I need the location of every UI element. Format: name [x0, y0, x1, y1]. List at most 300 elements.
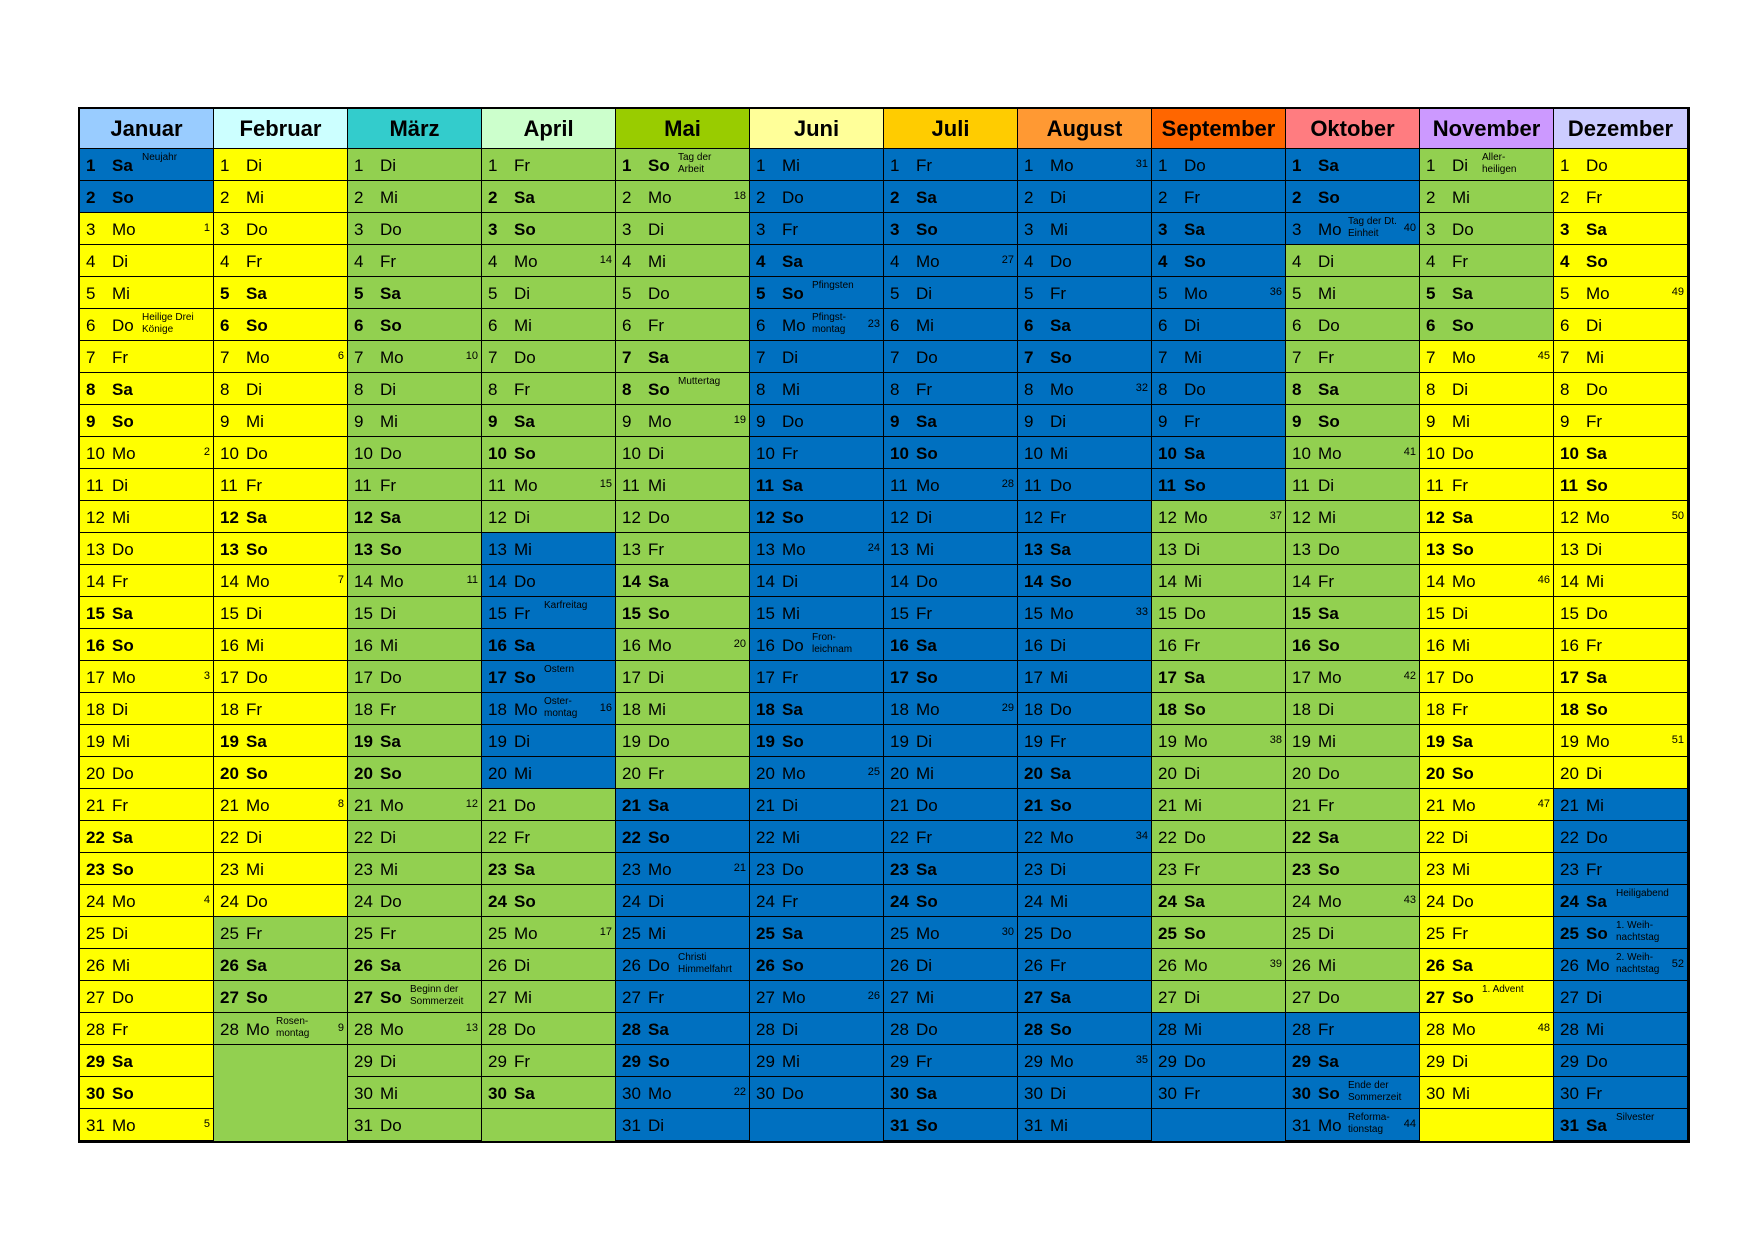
day-cell[interactable]	[80, 725, 214, 757]
day-cell[interactable]	[884, 949, 1018, 981]
day-cell[interactable]	[80, 949, 214, 981]
day-cell[interactable]	[1554, 725, 1688, 757]
day-cell[interactable]	[214, 629, 348, 661]
day-cell[interactable]	[1420, 501, 1554, 533]
day-cell[interactable]	[1420, 821, 1554, 853]
day-cell[interactable]	[214, 661, 348, 693]
day-cell[interactable]	[214, 981, 348, 1013]
day-cell[interactable]	[1420, 1045, 1554, 1077]
day-cell[interactable]	[80, 149, 214, 181]
day-cell[interactable]	[482, 245, 616, 277]
day-cell[interactable]	[616, 341, 750, 373]
day-cell[interactable]	[1018, 949, 1152, 981]
day-cell[interactable]	[884, 789, 1018, 821]
day-cell[interactable]	[1420, 725, 1554, 757]
day-cell[interactable]	[1018, 629, 1152, 661]
day-cell[interactable]	[1420, 405, 1554, 437]
day-cell[interactable]	[80, 1013, 214, 1045]
day-cell[interactable]	[1286, 661, 1420, 693]
day-cell[interactable]	[482, 885, 616, 917]
day-cell[interactable]	[1286, 245, 1420, 277]
day-cell[interactable]	[884, 469, 1018, 501]
day-cell[interactable]	[80, 1077, 214, 1109]
day-cell[interactable]	[884, 1109, 1018, 1141]
day-cell[interactable]	[1018, 245, 1152, 277]
day-cell[interactable]	[1152, 1013, 1286, 1045]
day-cell[interactable]	[80, 181, 214, 213]
day-cell[interactable]	[1420, 373, 1554, 405]
day-cell[interactable]	[80, 757, 214, 789]
day-cell[interactable]	[80, 629, 214, 661]
day-cell[interactable]	[80, 373, 214, 405]
day-cell[interactable]	[482, 501, 616, 533]
day-cell[interactable]	[616, 213, 750, 245]
day-cell[interactable]	[750, 981, 884, 1013]
day-cell[interactable]	[1152, 277, 1286, 309]
day-cell[interactable]	[1018, 853, 1152, 885]
day-cell[interactable]	[214, 405, 348, 437]
day-cell[interactable]	[1152, 469, 1286, 501]
day-cell[interactable]	[1420, 565, 1554, 597]
day-cell[interactable]	[1152, 213, 1286, 245]
day-cell[interactable]	[1420, 853, 1554, 885]
day-cell[interactable]	[616, 405, 750, 437]
day-cell[interactable]	[214, 789, 348, 821]
day-cell[interactable]	[616, 981, 750, 1013]
day-cell[interactable]	[1286, 1045, 1420, 1077]
day-cell[interactable]	[214, 693, 348, 725]
day-cell[interactable]	[214, 1013, 348, 1045]
day-cell[interactable]	[1152, 373, 1286, 405]
day-cell[interactable]	[884, 629, 1018, 661]
day-cell[interactable]	[1286, 1013, 1420, 1045]
day-cell[interactable]	[750, 341, 884, 373]
day-cell[interactable]	[1018, 437, 1152, 469]
day-cell[interactable]	[80, 981, 214, 1013]
day-cell[interactable]	[80, 245, 214, 277]
day-cell[interactable]	[1286, 917, 1420, 949]
day-cell[interactable]	[1286, 1109, 1420, 1141]
day-cell[interactable]	[1420, 661, 1554, 693]
day-cell[interactable]	[214, 469, 348, 501]
day-cell[interactable]	[1420, 757, 1554, 789]
day-cell[interactable]	[884, 405, 1018, 437]
day-cell[interactable]	[1286, 629, 1420, 661]
day-cell[interactable]	[1420, 597, 1554, 629]
day-cell[interactable]	[750, 245, 884, 277]
day-cell[interactable]	[884, 981, 1018, 1013]
day-cell[interactable]	[348, 533, 482, 565]
day-cell[interactable]	[214, 949, 348, 981]
day-cell[interactable]	[348, 757, 482, 789]
day-cell[interactable]	[348, 213, 482, 245]
day-cell[interactable]	[482, 597, 616, 629]
day-cell[interactable]	[750, 565, 884, 597]
day-cell[interactable]	[80, 917, 214, 949]
day-cell[interactable]	[482, 213, 616, 245]
day-cell[interactable]	[616, 277, 750, 309]
day-cell[interactable]	[1554, 1045, 1688, 1077]
day-cell[interactable]	[80, 309, 214, 341]
day-cell[interactable]	[1420, 533, 1554, 565]
day-cell[interactable]	[214, 437, 348, 469]
day-cell[interactable]	[616, 1109, 750, 1141]
day-cell[interactable]	[1286, 149, 1420, 181]
day-cell[interactable]	[1018, 661, 1152, 693]
day-cell[interactable]	[214, 917, 348, 949]
day-cell[interactable]	[1152, 341, 1286, 373]
day-cell[interactable]	[482, 437, 616, 469]
day-cell[interactable]	[482, 181, 616, 213]
day-cell[interactable]	[1018, 565, 1152, 597]
day-cell[interactable]	[884, 1045, 1018, 1077]
day-cell[interactable]	[1420, 1013, 1554, 1045]
day-cell[interactable]	[80, 501, 214, 533]
day-cell[interactable]	[1554, 341, 1688, 373]
day-cell[interactable]	[1018, 693, 1152, 725]
day-cell[interactable]	[884, 1013, 1018, 1045]
day-cell[interactable]	[348, 245, 482, 277]
day-cell[interactable]	[1018, 309, 1152, 341]
day-cell[interactable]	[482, 917, 616, 949]
day-cell[interactable]	[750, 725, 884, 757]
day-cell[interactable]	[214, 373, 348, 405]
day-cell[interactable]	[1554, 1109, 1688, 1141]
day-cell[interactable]	[1152, 917, 1286, 949]
day-cell[interactable]	[214, 885, 348, 917]
day-cell[interactable]	[1018, 181, 1152, 213]
day-cell[interactable]	[1152, 949, 1286, 981]
day-cell[interactable]	[1554, 1077, 1688, 1109]
day-cell[interactable]	[884, 1077, 1018, 1109]
day-cell[interactable]	[348, 821, 482, 853]
day-cell[interactable]	[348, 373, 482, 405]
day-cell[interactable]	[348, 501, 482, 533]
day-cell[interactable]	[1152, 437, 1286, 469]
day-cell[interactable]	[750, 597, 884, 629]
day-cell[interactable]	[884, 565, 1018, 597]
day-cell[interactable]	[1018, 885, 1152, 917]
day-cell[interactable]	[750, 757, 884, 789]
day-cell[interactable]	[482, 149, 616, 181]
day-cell[interactable]	[1286, 597, 1420, 629]
day-cell[interactable]	[348, 693, 482, 725]
day-cell[interactable]	[482, 469, 616, 501]
day-cell[interactable]	[884, 437, 1018, 469]
day-cell[interactable]	[1420, 949, 1554, 981]
day-cell[interactable]	[1018, 469, 1152, 501]
day-cell[interactable]	[750, 885, 884, 917]
day-cell[interactable]	[750, 469, 884, 501]
day-cell[interactable]	[1554, 405, 1688, 437]
day-cell[interactable]	[616, 1013, 750, 1045]
day-cell[interactable]	[884, 309, 1018, 341]
day-cell[interactable]	[348, 885, 482, 917]
day-cell[interactable]	[1286, 341, 1420, 373]
day-cell[interactable]	[1554, 629, 1688, 661]
day-cell[interactable]	[616, 149, 750, 181]
day-cell[interactable]	[616, 1077, 750, 1109]
day-cell[interactable]	[214, 341, 348, 373]
day-cell[interactable]	[884, 149, 1018, 181]
day-cell[interactable]	[1018, 213, 1152, 245]
day-cell[interactable]	[1152, 597, 1286, 629]
day-cell[interactable]	[1286, 277, 1420, 309]
day-cell[interactable]	[1420, 437, 1554, 469]
day-cell[interactable]	[80, 565, 214, 597]
day-cell[interactable]	[1286, 981, 1420, 1013]
day-cell[interactable]	[1286, 1077, 1420, 1109]
day-cell[interactable]	[616, 661, 750, 693]
day-cell[interactable]	[214, 757, 348, 789]
day-cell[interactable]	[616, 501, 750, 533]
day-cell[interactable]	[1554, 885, 1688, 917]
day-cell[interactable]	[482, 277, 616, 309]
day-cell[interactable]	[80, 821, 214, 853]
day-cell[interactable]	[348, 981, 482, 1013]
day-cell[interactable]	[1152, 789, 1286, 821]
day-cell[interactable]	[348, 789, 482, 821]
day-cell[interactable]	[1420, 341, 1554, 373]
day-cell[interactable]	[1286, 853, 1420, 885]
day-cell[interactable]	[616, 917, 750, 949]
day-cell[interactable]	[348, 1013, 482, 1045]
day-cell[interactable]	[348, 597, 482, 629]
day-cell[interactable]	[80, 789, 214, 821]
day-cell[interactable]	[1554, 1013, 1688, 1045]
day-cell[interactable]	[616, 181, 750, 213]
day-cell[interactable]	[348, 565, 482, 597]
day-cell[interactable]	[1420, 885, 1554, 917]
day-cell[interactable]	[1554, 437, 1688, 469]
day-cell[interactable]	[884, 181, 1018, 213]
day-cell[interactable]	[1286, 437, 1420, 469]
day-cell[interactable]	[80, 213, 214, 245]
day-cell[interactable]	[884, 245, 1018, 277]
day-cell[interactable]	[1554, 501, 1688, 533]
day-cell[interactable]	[80, 1045, 214, 1077]
day-cell[interactable]	[750, 789, 884, 821]
day-cell[interactable]	[884, 661, 1018, 693]
day-cell[interactable]	[80, 885, 214, 917]
day-cell[interactable]	[482, 725, 616, 757]
day-cell[interactable]	[1018, 725, 1152, 757]
day-cell[interactable]	[1286, 789, 1420, 821]
day-cell[interactable]	[482, 853, 616, 885]
day-cell[interactable]	[1554, 757, 1688, 789]
day-cell[interactable]	[214, 565, 348, 597]
day-cell[interactable]	[1554, 597, 1688, 629]
day-cell[interactable]	[1018, 533, 1152, 565]
day-cell[interactable]	[348, 725, 482, 757]
day-cell[interactable]	[1554, 309, 1688, 341]
day-cell[interactable]	[616, 885, 750, 917]
day-cell[interactable]	[80, 661, 214, 693]
day-cell[interactable]	[1152, 149, 1286, 181]
day-cell[interactable]	[482, 309, 616, 341]
day-cell[interactable]	[1420, 981, 1554, 1013]
day-cell[interactable]	[1286, 725, 1420, 757]
day-cell[interactable]	[750, 213, 884, 245]
day-cell[interactable]	[884, 821, 1018, 853]
day-cell[interactable]	[1152, 693, 1286, 725]
day-cell[interactable]	[1152, 501, 1286, 533]
day-cell[interactable]	[884, 597, 1018, 629]
day-cell[interactable]	[1018, 597, 1152, 629]
day-cell[interactable]	[750, 629, 884, 661]
day-cell[interactable]	[482, 661, 616, 693]
day-cell[interactable]	[750, 917, 884, 949]
day-cell[interactable]	[1286, 309, 1420, 341]
day-cell[interactable]	[750, 693, 884, 725]
day-cell[interactable]	[1152, 725, 1286, 757]
day-cell[interactable]	[1018, 1077, 1152, 1109]
day-cell[interactable]	[1152, 565, 1286, 597]
day-cell[interactable]	[214, 533, 348, 565]
day-cell[interactable]	[482, 757, 616, 789]
day-cell[interactable]	[1152, 309, 1286, 341]
day-cell[interactable]	[1554, 277, 1688, 309]
day-cell[interactable]	[750, 1045, 884, 1077]
day-cell[interactable]	[884, 277, 1018, 309]
day-cell[interactable]	[1420, 629, 1554, 661]
day-cell[interactable]	[750, 309, 884, 341]
day-cell[interactable]	[348, 437, 482, 469]
day-cell[interactable]	[348, 949, 482, 981]
day-cell[interactable]	[1018, 789, 1152, 821]
day-cell[interactable]	[1286, 373, 1420, 405]
day-cell[interactable]	[1018, 1013, 1152, 1045]
day-cell[interactable]	[1420, 277, 1554, 309]
day-cell[interactable]	[482, 981, 616, 1013]
day-cell[interactable]	[214, 725, 348, 757]
day-cell[interactable]	[1420, 149, 1554, 181]
day-cell[interactable]	[1554, 693, 1688, 725]
day-cell[interactable]	[348, 917, 482, 949]
day-cell[interactable]	[1152, 405, 1286, 437]
day-cell[interactable]	[1554, 213, 1688, 245]
day-cell[interactable]	[1554, 661, 1688, 693]
day-cell[interactable]	[1554, 533, 1688, 565]
day-cell[interactable]	[80, 1109, 214, 1141]
day-cell[interactable]	[1420, 469, 1554, 501]
day-cell[interactable]	[1420, 917, 1554, 949]
day-cell[interactable]	[1554, 789, 1688, 821]
day-cell[interactable]	[1286, 885, 1420, 917]
day-cell[interactable]	[80, 405, 214, 437]
day-cell[interactable]	[1554, 821, 1688, 853]
day-cell[interactable]	[750, 277, 884, 309]
day-cell[interactable]	[214, 181, 348, 213]
day-cell[interactable]	[214, 501, 348, 533]
day-cell[interactable]	[750, 437, 884, 469]
day-cell[interactable]	[1286, 501, 1420, 533]
day-cell[interactable]	[750, 821, 884, 853]
day-cell[interactable]	[1018, 405, 1152, 437]
day-cell[interactable]	[1420, 181, 1554, 213]
day-cell[interactable]	[348, 405, 482, 437]
day-cell[interactable]	[1018, 501, 1152, 533]
day-cell[interactable]	[1152, 661, 1286, 693]
day-cell[interactable]	[1286, 949, 1420, 981]
day-cell[interactable]	[1152, 533, 1286, 565]
day-cell[interactable]	[348, 309, 482, 341]
day-cell[interactable]	[482, 1045, 616, 1077]
day-cell[interactable]	[1152, 245, 1286, 277]
day-cell[interactable]	[1286, 181, 1420, 213]
day-cell[interactable]	[616, 949, 750, 981]
day-cell[interactable]	[750, 949, 884, 981]
day-cell[interactable]	[1152, 757, 1286, 789]
day-cell[interactable]	[1018, 917, 1152, 949]
day-cell[interactable]	[750, 1013, 884, 1045]
day-cell[interactable]	[1152, 853, 1286, 885]
day-cell[interactable]	[1554, 149, 1688, 181]
day-cell[interactable]	[348, 341, 482, 373]
day-cell[interactable]	[750, 501, 884, 533]
day-cell[interactable]	[884, 533, 1018, 565]
day-cell[interactable]	[80, 597, 214, 629]
day-cell[interactable]	[80, 693, 214, 725]
day-cell[interactable]	[1420, 693, 1554, 725]
day-cell[interactable]	[884, 725, 1018, 757]
day-cell[interactable]	[214, 213, 348, 245]
day-cell[interactable]	[884, 213, 1018, 245]
day-cell[interactable]	[884, 693, 1018, 725]
day-cell[interactable]	[1152, 981, 1286, 1013]
day-cell[interactable]	[1018, 821, 1152, 853]
day-cell[interactable]	[1554, 917, 1688, 949]
day-cell[interactable]	[1018, 757, 1152, 789]
day-cell[interactable]	[214, 821, 348, 853]
day-cell[interactable]	[616, 821, 750, 853]
day-cell[interactable]	[750, 853, 884, 885]
day-cell[interactable]	[1554, 981, 1688, 1013]
day-cell[interactable]	[80, 341, 214, 373]
day-cell[interactable]	[616, 725, 750, 757]
day-cell[interactable]	[1420, 309, 1554, 341]
day-cell[interactable]	[214, 597, 348, 629]
day-cell[interactable]	[348, 1077, 482, 1109]
day-cell[interactable]	[1018, 277, 1152, 309]
day-cell[interactable]	[750, 533, 884, 565]
day-cell[interactable]	[1152, 1077, 1286, 1109]
day-cell[interactable]	[1554, 245, 1688, 277]
day-cell[interactable]	[616, 693, 750, 725]
day-cell[interactable]	[750, 661, 884, 693]
day-cell[interactable]	[616, 309, 750, 341]
day-cell[interactable]	[482, 1013, 616, 1045]
day-cell[interactable]	[1286, 533, 1420, 565]
day-cell[interactable]	[348, 181, 482, 213]
day-cell[interactable]	[1554, 949, 1688, 981]
day-cell[interactable]	[1286, 405, 1420, 437]
day-cell[interactable]	[214, 853, 348, 885]
day-cell[interactable]	[1554, 565, 1688, 597]
day-cell[interactable]	[884, 917, 1018, 949]
day-cell[interactable]	[1420, 213, 1554, 245]
day-cell[interactable]	[616, 789, 750, 821]
day-cell[interactable]	[482, 373, 616, 405]
day-cell[interactable]	[348, 1109, 482, 1141]
day-cell[interactable]	[1152, 181, 1286, 213]
day-cell[interactable]	[348, 661, 482, 693]
day-cell[interactable]	[750, 1077, 884, 1109]
day-cell[interactable]	[80, 277, 214, 309]
day-cell[interactable]	[1152, 629, 1286, 661]
day-cell[interactable]	[750, 373, 884, 405]
day-cell[interactable]	[1420, 1077, 1554, 1109]
